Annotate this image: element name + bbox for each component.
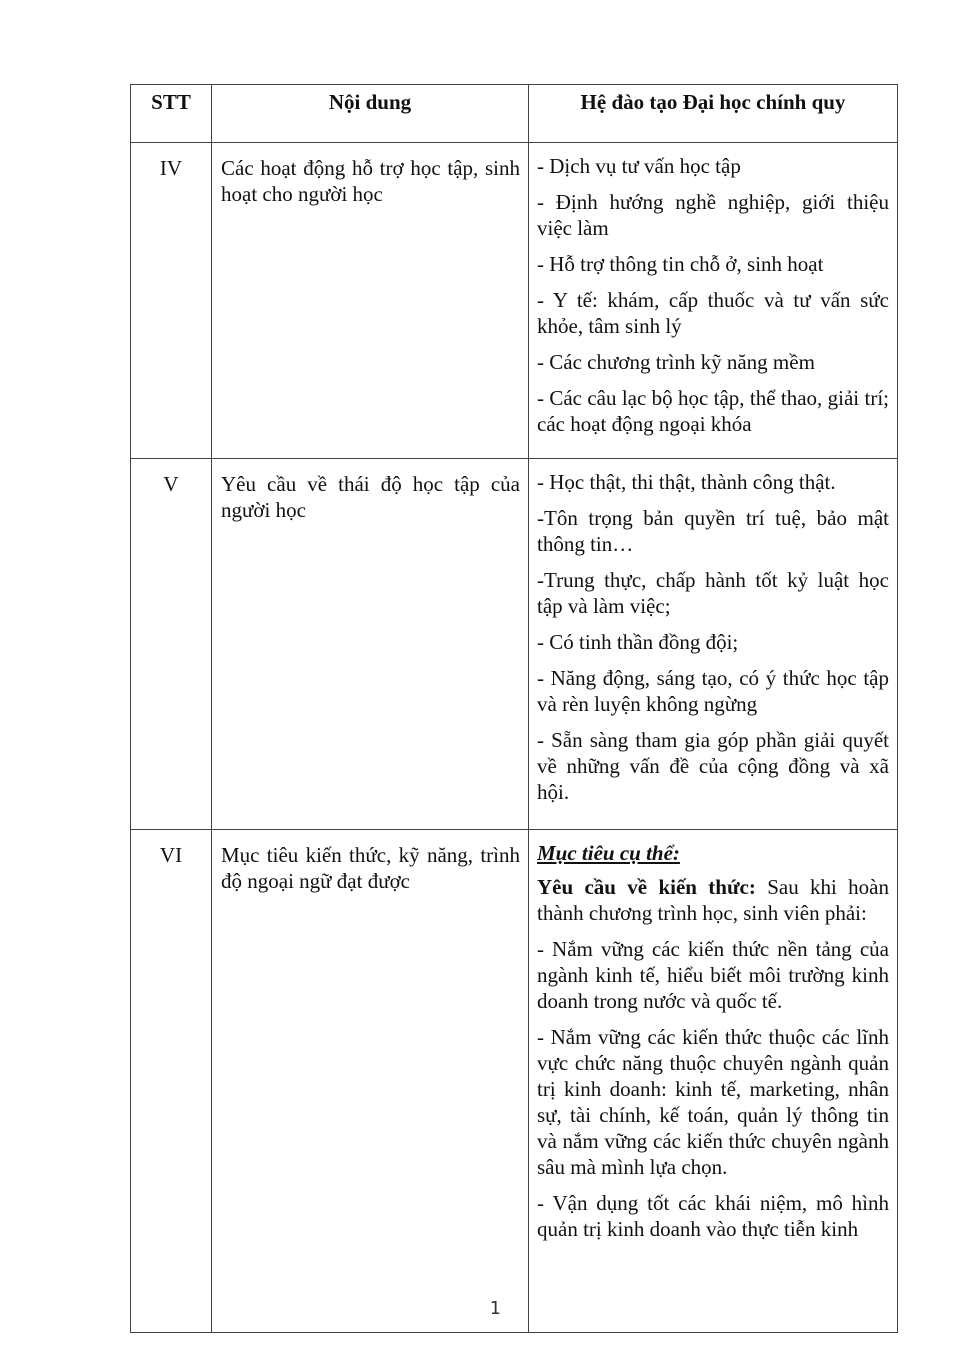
list-item: - Hỗ trợ thông tin chỗ ở, sinh hoạt (537, 252, 824, 276)
lead-paragraph (537, 874, 889, 926)
list-item: - Vận dụng tốt các khái niệm, mô hình quản trị kinh doanh vào thực tiễn kinh (537, 1191, 889, 1241)
list-item: - Nắm vững các kiến thức thuộc các lĩnh vực chức năng thuộc chuyên ngành quản trị kinh doanh: kinh tế, marketing, nhân sự, tài chính, kế toán, quản lý thông tin và nắm vững các kiến thức chuyên ngành sâu mà mình lựa chọn. (537, 1025, 889, 1179)
row-items (529, 830, 898, 1333)
row-items (529, 143, 898, 459)
list-item: -Trung thực, chấp hành tốt kỷ luật học tập và làm việc; (537, 568, 889, 618)
list-item: - Y tế: khám, cấp thuốc và tư vấn sức khỏe, tâm sinh lý (537, 288, 889, 338)
list-item: - Nắm vững các kiến thức nền tảng của ngành kinh tế, hiểu biết môi trường kinh doanh trong nước và quốc tế. (537, 937, 889, 1013)
subheading: Mục tiêu cụ thể: (537, 841, 680, 865)
lead-text: Sau khi hoàn thành chương trình học, sinh viên phải: (537, 875, 889, 925)
row-items-clip (537, 840, 889, 1318)
table-row (131, 459, 898, 830)
row-stt: V (131, 459, 212, 830)
list-item: - Năng động, sáng tạo, có ý thức học tập và rèn luyện không ngừng (537, 666, 889, 716)
page-number: 1 (489, 1298, 501, 1319)
list-item: -Tôn trọng bản quyền trí tuệ, bảo mật thông tin… (537, 506, 889, 556)
row-content: Yêu cầu về thái độ học tập của người học (212, 459, 529, 830)
list-item: - Sẵn sàng tham gia góp phần giải quyết về những vấn đề của cộng đồng và xã hội. (537, 728, 889, 804)
lead-bold: Yêu cầu về kiến thức: (537, 875, 756, 899)
header-stt: STT (131, 85, 212, 143)
row-items (529, 459, 898, 830)
header-content: Nội dung (212, 85, 529, 143)
list-item: - Học thật, thi thật, thành công thật. (537, 470, 836, 494)
row-stt: VI (131, 830, 212, 1333)
list-item: - Các chương trình kỹ năng mềm (537, 350, 815, 374)
table-row (131, 143, 898, 459)
list-item: - Có tinh thần đồng đội; (537, 630, 739, 654)
list-item: - Dịch vụ tư vấn học tập (537, 154, 741, 178)
table-row (131, 830, 898, 1333)
row-stt: IV (131, 143, 212, 459)
row-content: Mục tiêu kiến thức, kỹ năng, trình độ ngoại ngữ đạt được (212, 830, 529, 1333)
list-item: - Định hướng nghề nghiệp, giới thiệu việc làm (537, 190, 889, 240)
program-table (130, 84, 898, 1333)
header-row (131, 85, 898, 143)
header-program: Hệ đào tạo Đại học chính quy (529, 85, 898, 143)
row-content: Các hoạt động hỗ trợ học tập, sinh hoạt cho người học (212, 143, 529, 459)
list-item: - Các câu lạc bộ học tập, thể thao, giải trí; các hoạt động ngoại khóa (537, 386, 889, 436)
